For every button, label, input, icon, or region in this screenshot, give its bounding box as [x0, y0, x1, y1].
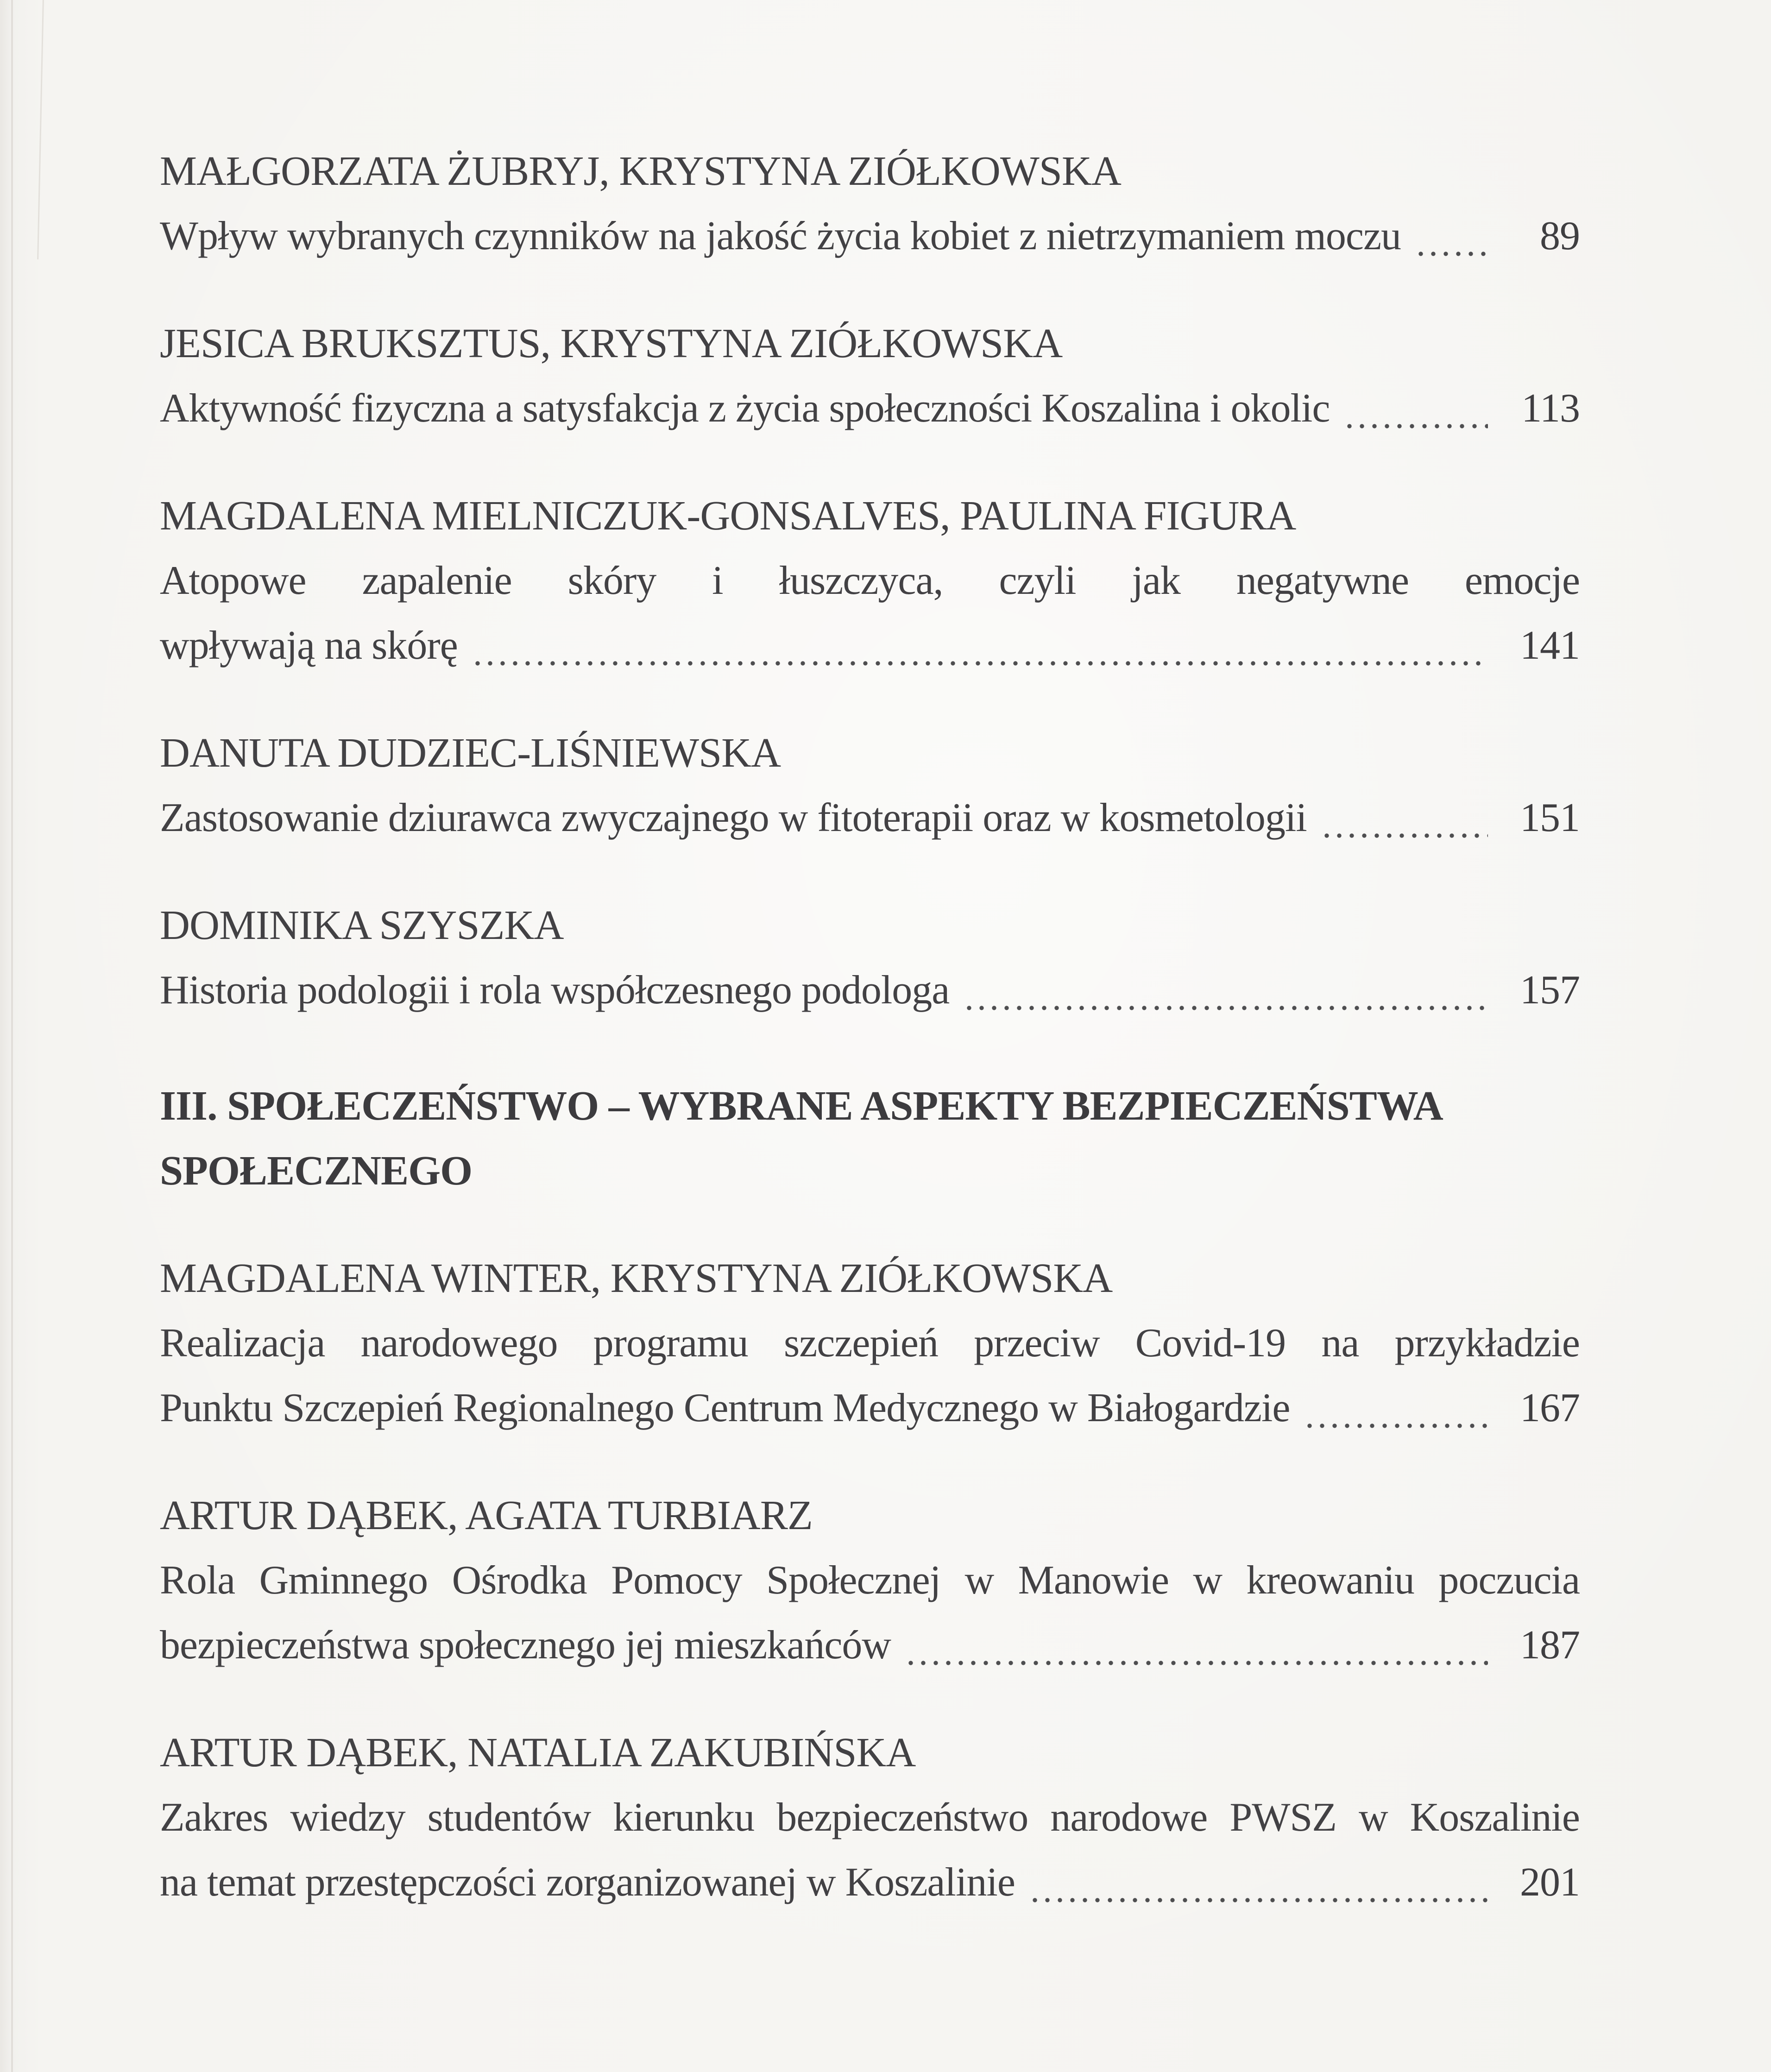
entry-title-line — [160, 786, 1580, 850]
entry-title-wrapped-line: Rola Gminnego Ośrodka Pomocy Społecznej w Manowie w kreowaniu poczucia — [160, 1558, 1580, 1603]
entry-title-wrapped-line: Atopowe zapalenie skóry i łuszczyca, czyli jak negatywne emocje — [160, 558, 1580, 603]
entry-authors: DOMINIKA SZYSZKA — [160, 902, 564, 948]
toc-entry — [160, 484, 1580, 678]
toc-entry — [160, 893, 1580, 1023]
entry-title: Wpływ wybranych czynników na jakość życia kobiet z nietrzymaniem moczu — [160, 214, 1401, 258]
entry-title-line — [160, 1613, 1580, 1678]
entry-authors: DANUTA DUDZIEC-LIŚNIEWSKA — [160, 730, 781, 776]
entry-page-number: 141 — [1520, 623, 1580, 668]
entry-title-line — [160, 1376, 1580, 1441]
entry-title-line — [160, 1850, 1580, 1915]
entry-page-number: 187 — [1520, 1623, 1580, 1668]
toc-entry — [160, 311, 1580, 441]
entry-title-wrapped-line: Realizacja narodowego programu szczepień przeciw Covid-19 na przykładzie — [160, 1321, 1580, 1366]
dot-leader — [908, 1661, 1488, 1665]
entry-page-number: 157 — [1520, 968, 1580, 1013]
entry-title-line — [160, 204, 1580, 269]
entry-title-wrapped-line: Zakres wiedzy studentów kierunku bezpieczeństwo narodowe PWSZ w Koszalinie — [160, 1795, 1580, 1840]
dot-leader — [1347, 424, 1488, 428]
entry-title-line — [160, 376, 1580, 441]
entry-page-number: 167 — [1520, 1386, 1580, 1430]
entry-authors: MAŁGORZATA ŻUBRYJ, KRYSTYNA ZIÓŁKOWSKA — [160, 148, 1121, 194]
entry-title: na temat przestępczości zorganizowanej w Koszalinie — [160, 1860, 1015, 1905]
entry-title: Punktu Szczepień Regionalnego Centrum Medycznego w Białogardzie — [160, 1386, 1290, 1430]
entry-page-number: 151 — [1520, 795, 1580, 840]
toc-entry — [160, 1720, 1580, 1915]
entry-title-line — [160, 958, 1580, 1023]
section-heading-line2: SPOŁECZNEGO — [160, 1148, 473, 1194]
entry-title: Aktywność fizyczna a satysfakcja z życia społeczności Koszalina i okolic — [160, 386, 1330, 431]
dot-leader — [1033, 1898, 1488, 1902]
entry-authors: JESICA BRUKSZTUS, KRYSTYNA ZIÓŁKOWSKA — [160, 321, 1063, 366]
toc-entry — [160, 721, 1580, 850]
entry-title: wpływają na skórę — [160, 623, 458, 668]
section-heading-line1: III. SPOŁECZEŃSTWO – WYBRANE ASPEKTY BEZPIECZEŃSTWA — [160, 1083, 1443, 1129]
entry-title: bezpieczeństwa społecznego jej mieszkańców — [160, 1623, 891, 1668]
entry-title: Zastosowanie dziurawca zwyczajnego w fitoterapii oraz w kosmetologii — [160, 795, 1307, 840]
entry-page-number: 113 — [1521, 386, 1580, 431]
entry-authors: ARTUR DĄBEK, AGATA TURBIARZ — [160, 1493, 813, 1538]
entry-authors: MAGDALENA MIELNICZUK-GONSALVES, PAULINA FIGURA — [160, 493, 1296, 539]
toc-entry — [160, 1246, 1580, 1441]
dot-leader — [1418, 252, 1488, 256]
toc-entry — [160, 139, 1580, 269]
entry-authors: MAGDALENA WINTER, KRYSTYNA ZIÓŁKOWSKA — [160, 1255, 1113, 1301]
entry-page-number: 201 — [1520, 1860, 1580, 1905]
entry-title-line — [160, 613, 1580, 678]
entry-title: Historia podologii i rola współczesnego podologa — [160, 968, 950, 1013]
toc-entry — [160, 1483, 1580, 1678]
entry-authors: ARTUR DĄBEK, NATALIA ZAKUBIŃSKA — [160, 1730, 916, 1776]
dot-leader — [1324, 833, 1488, 838]
section-heading — [160, 1074, 1580, 1203]
dot-leader — [967, 1006, 1488, 1010]
entry-page-number: 89 — [1540, 214, 1580, 258]
dot-leader — [1307, 1423, 1488, 1428]
dot-leader — [475, 661, 1488, 666]
